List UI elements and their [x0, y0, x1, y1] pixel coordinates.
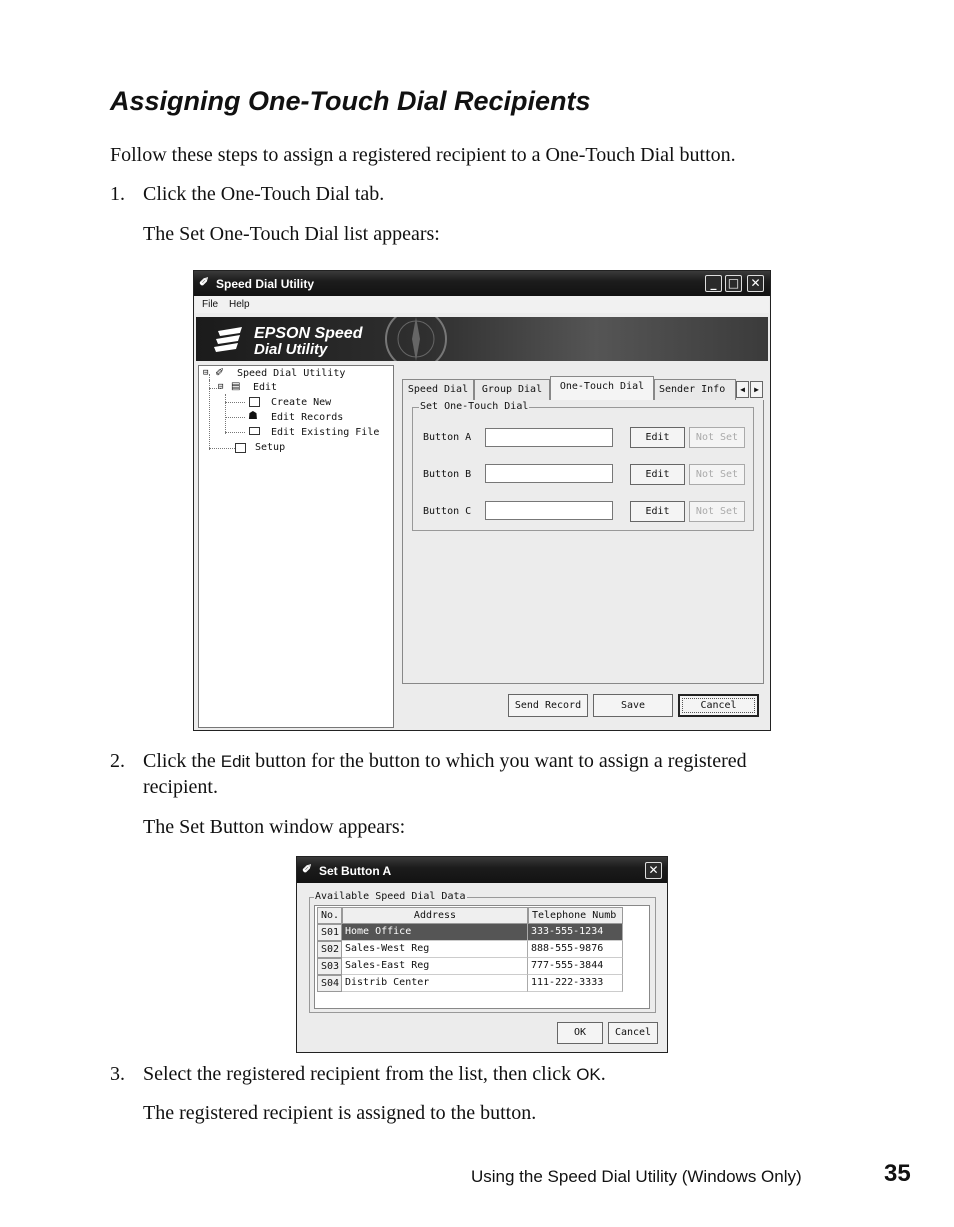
tab-scroll-left-icon[interactable]: ◀: [736, 381, 749, 398]
one-touch-panel: [402, 400, 764, 684]
step1-result: The Set One-Touch Dial list appears:: [143, 223, 440, 245]
folder-icon: ▤: [231, 381, 241, 392]
button-b-edit-button[interactable]: Edit: [630, 464, 685, 485]
file-icon: [249, 427, 260, 435]
epson-logo-icon: [214, 325, 246, 355]
menu-bar: [195, 296, 769, 313]
table-row-address[interactable]: Sales-West Reg: [342, 941, 528, 958]
app-icon: ✐: [199, 275, 210, 289]
menu-file[interactable]: File: [202, 299, 219, 310]
menu-help[interactable]: Help: [229, 299, 250, 310]
tab-sender-info[interactable]: Sender Info: [654, 379, 736, 400]
compass-decoration-icon: [376, 317, 456, 361]
button-b-label: Button B: [423, 469, 472, 480]
cancel-button[interactable]: Cancel: [678, 694, 759, 717]
tab-one-touch-dial[interactable]: One-Touch Dial: [550, 376, 654, 401]
tree-item-edit-existing-file[interactable]: Edit Existing File: [271, 427, 380, 438]
window-titlebar: [297, 857, 667, 883]
navigation-tree: [198, 365, 394, 728]
table-row-number[interactable]: S03: [317, 958, 342, 975]
expand-toggle-icon[interactable]: ⊟: [203, 368, 209, 378]
table-row-telephone[interactable]: 888-555-9876: [528, 941, 623, 958]
intro-text: Follow these steps to assign a registered recipient to a One-Touch Dial button.: [110, 144, 736, 166]
window-titlebar: [194, 271, 770, 296]
tree-item-edit[interactable]: Edit: [253, 382, 278, 393]
ok-ui-label: OK: [576, 1065, 601, 1084]
tree-item-speed-dial-utility[interactable]: Speed Dial Utility: [237, 368, 346, 379]
setup-icon: [235, 443, 246, 453]
step2-text: Click the Edit button for the button to which you want to assign a registered: [143, 750, 747, 772]
maximize-icon[interactable]: □: [725, 275, 742, 292]
send-record-button[interactable]: Send Record: [508, 694, 588, 717]
available-speed-dial-data-group: [309, 891, 656, 1013]
tab-group-dial[interactable]: Group Dial: [474, 379, 550, 400]
banner-title-line1: EPSON Speed: [254, 325, 363, 342]
step3-text: Select the registered recipient from the list, then click OK.: [143, 1063, 606, 1085]
table-row-address[interactable]: Home Office: [342, 924, 528, 941]
tab-scroll-right-icon[interactable]: ▶: [750, 381, 763, 398]
cancel-button[interactable]: Cancel: [608, 1022, 658, 1044]
tree-item-setup[interactable]: Setup: [255, 442, 286, 453]
tab-speed-dial[interactable]: Speed Dial: [402, 379, 474, 400]
table-row-number[interactable]: S04: [317, 975, 342, 992]
button-c-edit-button[interactable]: Edit: [630, 501, 685, 522]
tree-item-create-new[interactable]: Create New: [271, 397, 332, 408]
app-icon: ✐: [302, 862, 313, 876]
close-icon[interactable]: ✕: [645, 862, 662, 879]
group-label: Set One-Touch Dial: [420, 401, 529, 412]
button-c-label: Button C: [423, 506, 472, 517]
ok-button[interactable]: OK: [557, 1022, 603, 1044]
button-c-not-set-button: Not Set: [689, 501, 745, 522]
column-header-no[interactable]: No.: [317, 907, 342, 924]
button-a-not-set-button: Not Set: [689, 427, 745, 448]
set-button-window: [296, 856, 668, 1053]
page-heading: Assigning One-Touch Dial Recipients: [110, 86, 591, 116]
utility-icon: ✐: [215, 366, 225, 379]
banner-title-line2: Dial Utility: [254, 341, 328, 358]
table-row-number[interactable]: S01: [317, 924, 342, 941]
table-row-number[interactable]: S02: [317, 941, 342, 958]
column-header-telephone[interactable]: Telephone Numb: [528, 907, 623, 924]
epson-banner: [196, 317, 768, 361]
table-row-telephone[interactable]: 111-222-3333: [528, 975, 623, 992]
edit-ui-label: Edit: [220, 752, 251, 771]
button-c-field: [485, 501, 613, 520]
table-row-telephone[interactable]: 333-555-1234: [528, 924, 623, 941]
close-icon[interactable]: ✕: [747, 275, 764, 292]
button-b-field: [485, 464, 613, 483]
button-a-edit-button[interactable]: Edit: [630, 427, 685, 448]
save-button[interactable]: Save: [593, 694, 673, 717]
step2-number: 2.: [110, 750, 125, 772]
column-header-address[interactable]: Address: [342, 907, 528, 924]
step2-result: The Set Button window appears:: [143, 816, 406, 838]
speed-dial-utility-window: [193, 270, 771, 731]
group-label: Available Speed Dial Data: [315, 891, 466, 902]
table-row-address[interactable]: Sales-East Reg: [342, 958, 528, 975]
step2-text-cont: recipient.: [143, 776, 218, 798]
records-icon: ☗: [248, 409, 258, 422]
speed-dial-list: [314, 905, 650, 1009]
expand-toggle-icon[interactable]: ⊟: [218, 382, 224, 392]
button-b-not-set-button: Not Set: [689, 464, 745, 485]
new-document-icon: [249, 397, 260, 407]
table-row-address[interactable]: Distrib Center: [342, 975, 528, 992]
step1-number: 1.: [110, 183, 125, 205]
tree-item-edit-records[interactable]: Edit Records: [271, 412, 344, 423]
window-title: Set Button A: [319, 864, 392, 878]
button-a-field: [485, 428, 613, 447]
footer-section-label: Using the Speed Dial Utility (Windows Only): [471, 1167, 802, 1186]
window-title: Speed Dial Utility: [216, 277, 315, 291]
button-a-label: Button A: [423, 432, 472, 443]
step1-text: Click the One-Touch Dial tab.: [143, 183, 385, 205]
set-one-touch-dial-group: [412, 401, 754, 531]
minimize-icon[interactable]: _: [705, 275, 722, 292]
step3-number: 3.: [110, 1063, 125, 1085]
page-number: 35: [884, 1160, 911, 1187]
step3-result: The registered recipient is assigned to the button.: [143, 1102, 537, 1124]
table-row-telephone[interactable]: 777-555-3844: [528, 958, 623, 975]
